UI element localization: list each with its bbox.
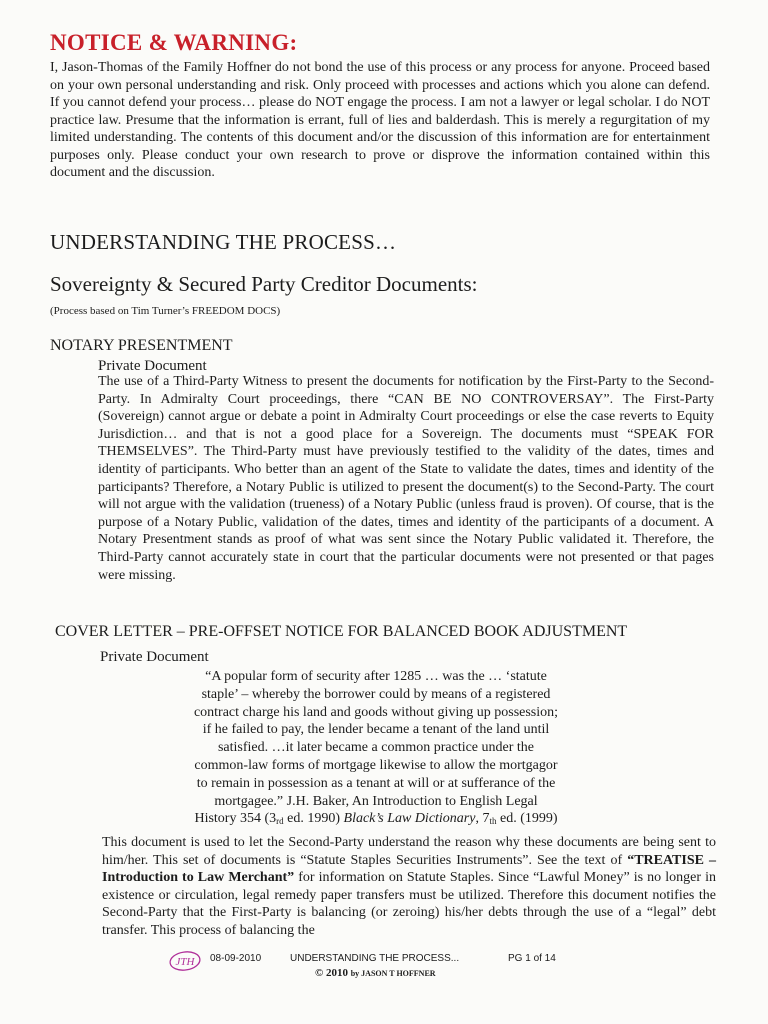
cover-letter-label: Private Document xyxy=(100,649,209,665)
notice-paragraph: I, Jason-Thomas of the Family Hoffner do not bond the use of this process or any process for anyone. Proceed based on your own personal understanding and risk. Only proceed with processes and actions which you alone can defend. If you cannot defend your process… please do NOT engage the process. I am not a lawyer or legal scholar. I do NOT practice law. Presume that the information is errant, full of lies and balderdash. This is merely a regurgitation of my limited understanding. The contents of this document and/or the discussion of this information are for entertainment purposes only. Please conduct your own research to prove or disprove the information contained within this document and the discussion. xyxy=(50,60,710,180)
notice-title: NOTICE & WARNING: xyxy=(50,30,298,55)
section-note: (Process based on Tim Turner’s FREEDOM DOCS) xyxy=(50,305,281,317)
section-subheading: Sovereignty & Secured Party Creditor Documents: xyxy=(50,272,478,296)
footer-title: UNDERSTANDING THE PROCESS... xyxy=(290,953,460,964)
notary-label: Private Document xyxy=(98,358,207,374)
treatise-reference: “TREATISE – Introduction to Law Merchant” xyxy=(102,852,716,885)
notary-heading: NOTARY PRESENTMENT xyxy=(50,337,233,354)
notary-paragraph: The use of a Third-Party Witness to present the documents for notification by the First-Party to the Second-Party. In Admiralty Court proceedings, there “CAN BE NO CONTROVERSAY”. The First-Party (Sovereign) cannot argue or debate a point in Admiralty Court proceedings or else the case reverts to Equity Jurisdiction… and that is not a good place for a Sovereign. The documents must “SPEAK FOR THEMSELVES”. The Third-Party must have previously testified to the validity of the dates, times and identity of participants. Who better than an agent of the State to validate the dates, times and identity of the participants? Therefore, a Notary Public is utilized to present the document(s) to the Second-Party. The court will not argue with the validation (trueness) of a Notary Public (unless fraud is proven). Of course, that is the purpose of a Notary Public, validation of the dates, times and identity of the participants of a document. A Notary Presentment stands as proof of what was sent since the Notary Public validated it. Therefore, the Third-Party cannot accurately state in court that the particular documents were not presented or that pages were missing. xyxy=(98,374,714,583)
quote-line: common-law forms of mortgage likewise to allow the mortgagor xyxy=(194,757,558,773)
section-heading: UNDERSTANDING THE PROCESS… xyxy=(50,230,397,254)
quote-line: to remain in possession as a tenant at will or at sufferance of the xyxy=(196,775,556,791)
quote-citation: History 354 ($3_{rd}$ ed. 1990) Black’s Law Dictionary, $7_{th}$ ed. (1999) xyxy=(194,811,558,827)
footer-date: 08-09-2010 xyxy=(210,953,262,964)
cover-letter-paragraph: This document is used to let the Second-Party understand the reason why these documents are being sent to him/her. This set of documents is “Statute Staples Securities Instruments”. See the text of “TREATISE – Introduction to Law Merchant” for information on Statute Staples. Since “Lawful Money” is no longer in existence or circulation, legal remedy paper transfers must be utilized. Therefore this document notifies the Second-Party that the First-Party is balancing (or zeroing) his/her debts through the use of a “legal” debt transfer. This process of balancing the xyxy=(102,835,716,938)
quote-line: contract charge his land and goods without giving up possession; xyxy=(193,704,559,720)
footer-copyright: © 2010 by JASON T HOFFNER xyxy=(315,967,436,979)
footer-page-number: PG 1 of 14 xyxy=(508,953,556,964)
svg-text:JTH: JTH xyxy=(175,956,195,968)
quote-line: satisfied. …it later became a common practice under the xyxy=(217,740,535,756)
cover-letter-heading: COVER LETTER – PRE-OFFSET NOTICE FOR BALANCED BOOK ADJUSTMENT xyxy=(55,623,628,640)
quote-line: “A popular form of security after 1285 … was the … ‘statute xyxy=(205,669,547,684)
quote-line: staple’ – whereby the borrower could by means of a registered xyxy=(201,686,551,702)
initials-logo-icon xyxy=(168,949,202,973)
quote-line: if he failed to pay, the lender became a tenant of the land until xyxy=(202,722,550,738)
block-quote xyxy=(176,668,576,831)
quote-line: mortgagee.” J.H. Baker, An Introduction to English Legal xyxy=(214,793,538,809)
